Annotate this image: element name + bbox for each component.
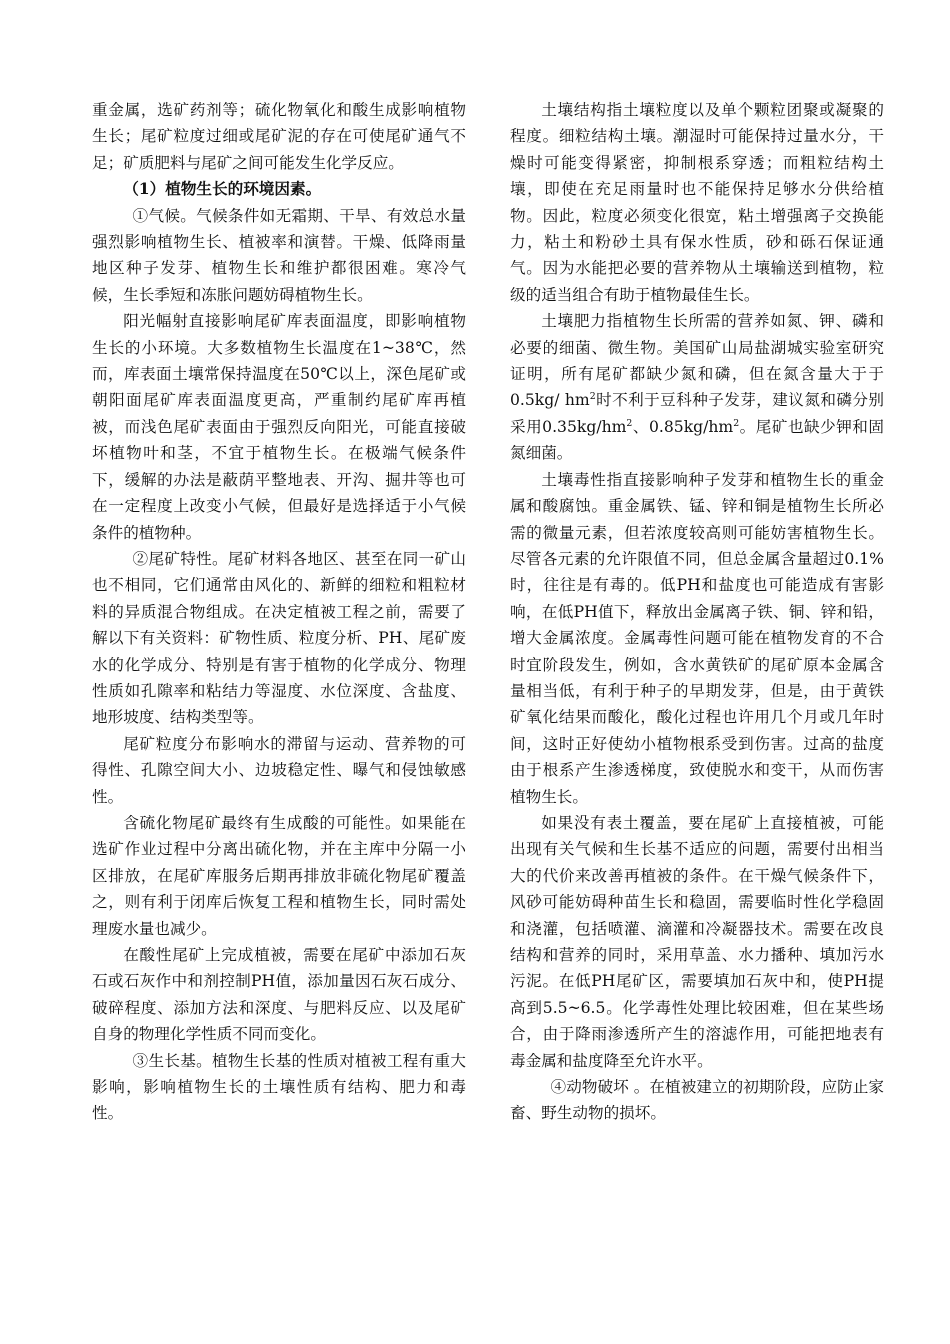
sunlight-paragraph: 阳光幅射直接影响尾矿库表面温度，即影响植物生长的小环境。大多数植物生长温度在1~38℃，然而，库表面土壤常保持温度在50℃以上，深色尾矿或朝阳面尾矿库表面温度更高，严重制约尾矿库再植被，而浅色尾矿表面由于强烈反向阳光，可能直接破坏植物叶和茎，不宜于植物生长。在极端气候条件下，缓解的办法是蔽荫平整地表、开沟、掘井等也可在一定程度上改变小气候，但最好是选择适于小气候条件的植物种。	[92, 312, 466, 542]
intro-paragraph: 重金属，选矿药剂等；硫化物氧化和酸生成影响植物生长；尾矿粒度过细或尾矿泥的存在可使尾矿通气不足；矿质肥料与尾矿之间可能发生化学反应。	[92, 101, 466, 172]
soil-toxicity-paragraph: 土壤毒性指直接影响种子发芽和植物生长的重金属和酸腐蚀。重金属铁、锰、锌和铜是植物生长所必需的微量元素，但若浓度较高则可能妨害植物生长。尽管各元素的允许限值不同，但总金属含量超过0.1%时，往往是有毒的。低PH和盐度也可能造成有害影响，在低PH值下，释放出金属离子铁、铜、锌和铅，增大金属浓度。金属毒性问题可能在植物发育的不合时宜阶段发生，例如，含水黄铁矿的尾矿原本金属含量相当低，有利于种子的早期发芽，但是，由于黄铁矿氧化结果而酸化，酸化过程也许用几个月或几年时间，这时正好使幼小植物根系受到伤害。过高的盐度由于根系产生渗透梯度，致使脱水和变干，从而伤害植物生长。	[510, 470, 884, 806]
soil-fertility-paragraph	[510, 308, 884, 466]
fertility-text-2: 时不利于豆科种子发芽，建议氮和磷分别采用0.35kg/hm	[510, 391, 884, 436]
soil-structure-paragraph: 土壤结构指土壤粒度以及单个颗粒团聚或凝聚的程度。细粒结构土壤。潮湿时可能保持过量水分，干燥时可能变得紧密，抑制根系穿透；而粗粒结构土壤，即使在充足雨量时也不能保持足够水分供给植物。因此，粒度必须变化很宽，粘土增强离子交换能力，粘土和粉砂土具有保水性质，砂和砾石保证通气。因为水能把必要的营养物从土壤输送到植物，粒级的适当组合有助于植物最佳生长。	[510, 101, 884, 304]
section-heading: （1）植物生长的环境因素。	[123, 179, 322, 199]
growth-base-paragraph: ③生长基。植物生长基的性质对植被工程有重大影响，影响植物生长的土壤性质有结构、肥力和毒性。	[92, 1051, 466, 1123]
left-column	[92, 97, 466, 1127]
superscript-2: 2	[626, 417, 633, 429]
animal-damage-paragraph: ④动物破坏 。在植被建立的初期阶段，应防止家畜、野生动物的损坏。	[510, 1078, 884, 1123]
climate-paragraph: ①气候。气候条件如无霜期、干旱、有效总水量强烈影响植物生长、植被率和演替。干燥、低降雨量地区种子发芽、植物生长和维护都很困难。寒冷气候，生长季短和冻胀问题妨碍植物生长。	[92, 206, 466, 304]
no-topsoil-paragraph: 如果没有表土覆盖，要在尾矿上直接植被，可能出现有关气候和生长基不适应的问题，需要付出相当大的代价来改善再植被的条件。在干燥气候条件下，风砂可能妨碍种苗生长和稳固，需要临时性化学稳固和浇灌，包括喷灌、滴灌和冷凝器技术。需要在改良结构和营养的同时，采用草盖、水力播种、填加污水污泥。在低PH尾矿区，需要填加石灰中和，使PH提高到5.5~6.5。化学毒性处理比较困难，但在某些场合，由于降雨渗透所产生的溶滤作用，可能把地表有毒金属和盐度降至允许水平。	[510, 813, 884, 1070]
right-column	[510, 97, 884, 1127]
superscript-2: 2	[733, 417, 740, 429]
grain-size-paragraph: 尾矿粒度分布影响水的滞留与运动、营养物的可得性、孔隙空间大小、边坡稳定性、曝气和侵蚀敏感性。	[92, 734, 466, 806]
fertility-text-4: 。尾矿也缺少钾和固氮细菌。	[510, 417, 884, 463]
acid-tailings-paragraph: 在酸性尾矿上完成植被，需要在尾矿中添加石灰石或石灰作中和剂控制PH值，添加量因石灰石成分、破碎程度、添加方法和深度、与肥料反应、以及尾矿自身的物理化学性质不同而变化。	[92, 946, 466, 1044]
fertility-text-1: 土壤肥力指植物生长所需的营养如氮、钾、磷和必要的细菌、微生物。美国矿山局盐湖城实验室研究证明，所有尾矿都缺少氮和磷，但在氮含量大于于0.5kg/ hm	[510, 312, 884, 410]
sulfide-paragraph: 含硫化物尾矿最终有生成酸的可能性。如果能在选矿作业过程中分离出硫化物，并在主库中分隔一小区排放，在尾矿库服务后期再排放非硫化物尾矿覆盖之，则有利于闭库后恢复工程和植物生长，同时需处理废水量也减少。	[92, 813, 466, 938]
fertility-text-3: 、0.85kg/hm	[632, 417, 734, 436]
tailings-paragraph: ②尾矿特性。尾矿材料各地区、甚至在同一矿山也不相同，它们通常由风化的、新鲜的细粒和粗粒材料的异质混合物组成。在决定植被工程之前，需要了解以下有关资料：矿物性质、粒度分析、PH、尾矿废水的化学成分、特别是有害于植物的化学成分、物理性质如孔隙率和粘结力等湿度、水位深度、含盐度、地形坡度、结构类型等。	[92, 549, 466, 727]
superscript-2: 2	[589, 391, 596, 403]
